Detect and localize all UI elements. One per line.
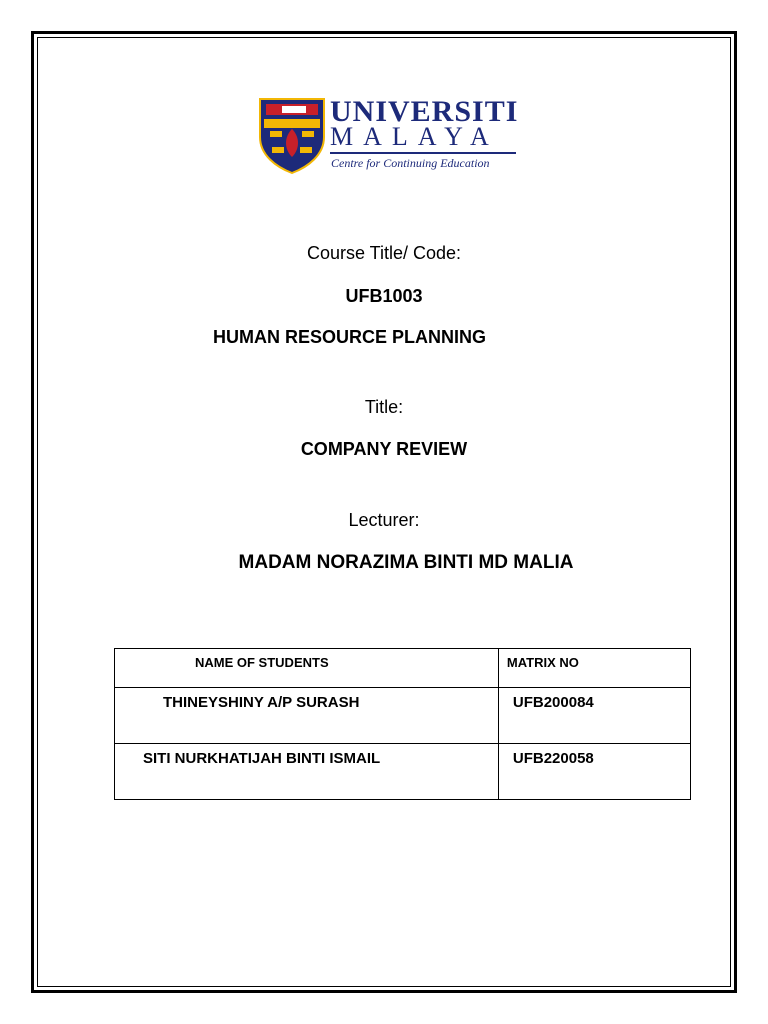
course-title-label: Course Title/ Code:: [306, 243, 462, 263]
header-matrix-cell: [498, 649, 690, 688]
logo-subtitle: Centre for Continuing Education: [331, 156, 490, 170]
student-matrix-cell: [498, 688, 690, 744]
shield-crest-icon: [258, 97, 326, 175]
course-code: UFB1003: [345, 286, 423, 306]
student-name-cell: [115, 744, 499, 800]
lecturer-name: MADAM NORAZIMA BINTI MD MALIA: [238, 552, 574, 573]
logo-malaya-word: MALAYA: [330, 122, 499, 151]
table-row: [115, 688, 691, 744]
header-matrix-label: MATRIX NO: [506, 655, 579, 670]
students-table: [114, 648, 691, 800]
student-matrix-no: UFB200084: [512, 694, 594, 711]
logo-divider: [330, 152, 516, 154]
title-value: COMPANY REVIEW: [300, 439, 468, 459]
course-name: HUMAN RESOURCE PLANNING: [213, 327, 487, 347]
student-name: THINEYSHINY A/P SURASH: [163, 694, 360, 711]
lecturer-label: Lecturer:: [348, 510, 420, 530]
table-row: [115, 744, 691, 800]
header-name-label: NAME OF STUDENTS: [195, 655, 329, 670]
header-name-cell: [115, 649, 499, 688]
student-name: SITI NURKHATIJAH BINTI ISMAIL: [143, 750, 381, 767]
title-label: Title:: [364, 397, 404, 417]
logo-university-word: UNIVERSITI: [330, 95, 519, 128]
student-matrix-cell: [498, 744, 690, 800]
university-logo: [258, 97, 520, 175]
student-name-cell: [115, 688, 499, 744]
table-header-row: [115, 649, 691, 688]
student-matrix-no: UFB220058: [512, 750, 594, 767]
